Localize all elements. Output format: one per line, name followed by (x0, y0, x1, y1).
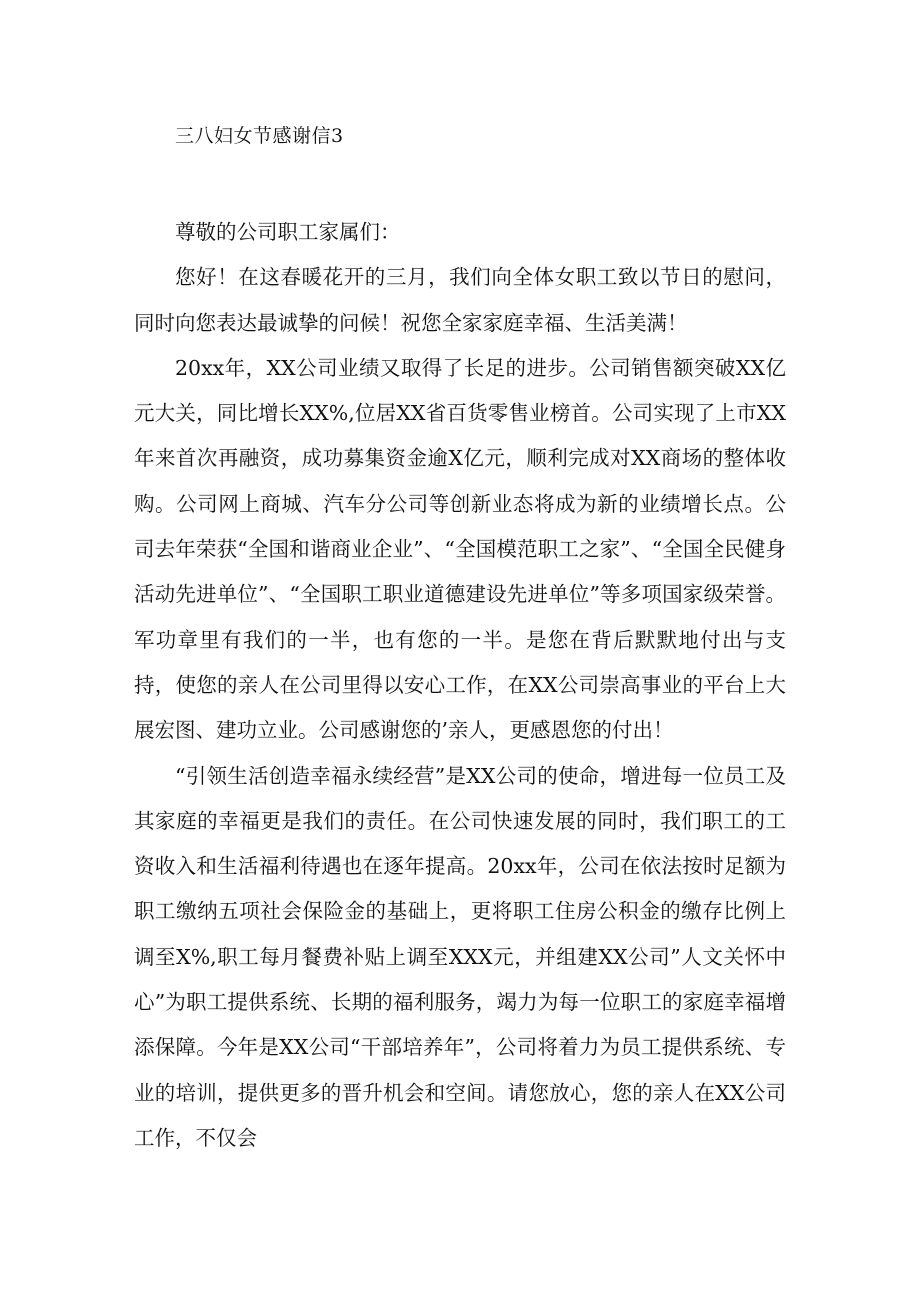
letter-body (134, 210, 786, 1161)
document-title: 三八妇女节感谢信3 (175, 125, 344, 147)
salutation: 尊敬的公司职工家属们： (175, 220, 401, 244)
paragraph-mission: “引领生活创造幸福永续经营”是XX公司的使命，增进每一位员工及其家庭的幸福更是我们的责任。在公司快速发展的同时，我们职工的工资收入和生活福利待遇也在逐年提高。20xx年，公司在依法按时足额为职工缴纳五项社会保险金的基础上，更将职工住房公积金的缴存比例上调至X%,职工每月餐费补贴上调至XXX元，并组建XX公司”人文关怀中心”为职工提供系统、长期的福利服务，竭力为每一位职工的家庭幸福增添保障。今年是XX公司“干部培养年”，公司将着力为员工提供系统、专业的培训，提供更多的晋升机会和空间。请您放心，您的亲人在XX公司工作，不仅会 (134, 763, 786, 1150)
paragraph-achievements: 20xx年，XX公司业绩又取得了长足的进步。公司销售额突破XX亿元大关，同比增长XX%,位居XX省百货零售业榜首。公司实现了上市XX年来首次再融资，成功募集资金逾X亿元，顺利完成对XX商场的整体收购。公司网上商城、汽车分公司等创新业态将成为新的业绩增长点。公司去年荣获“全国和谐商业企业”、“全国模范职工之家”、“全国全民健身活动先进单位”、“全国职工职业道德建设先进单位”等多项国家级荣誉。军功章里有我们的一半，也有您的一半。是您在背后默默地付出与支持，使您的亲人在公司里得以安心工作，在XX公司崇高事业的平台上大展宏图、建功立业。公司感谢您的’亲人，更感恩您的付出！ (134, 355, 786, 743)
paragraph-greeting: 您好！在这春暖花开的三月，我们向全体女职工致以节日的慰问，同时向您表达最诚挚的问候！祝您全家家庭幸福、生活美满！ (134, 265, 786, 335)
